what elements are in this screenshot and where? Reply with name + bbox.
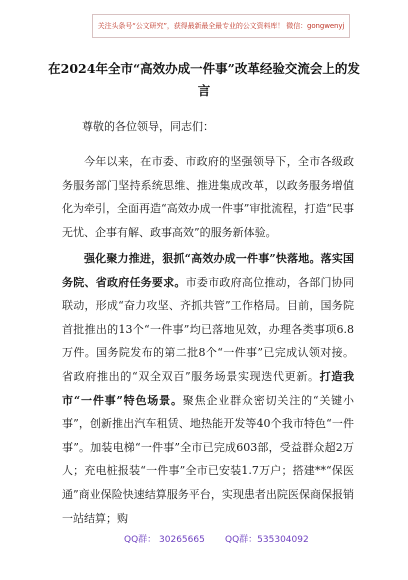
- paragraph-2: [62, 247, 354, 530]
- promo-banner-text: 关注头条号“公文研究”，获得最新最全最专业的公文资料库！ 微信：gongwenyj: [97, 22, 345, 30]
- footer-qq-group-2: QQ群：535304092: [225, 535, 309, 545]
- paragraph-2-text: 市委市政府高位推动，各部门协同联动，形成“奋力攻坚、齐抓共管”工作格局。目前，国务院首批推出的13个“一件事”均已落地见效，办理各类事项6.8万件。国务院发布的第二批8个“一件事”已完成认领对接。省政府推出的“双全双百”服务场景实现迭代更新。: [62, 275, 354, 383]
- paragraph-2-text-continued: 聚焦企业群众密切关注的“关键小事”，创新推出汽车租赁、地热能开发等40个我市特色“一件事”。加装电梯“一件事”全市已完成603部，受益群众超2万人；充电桩报装“一件事”全市已安装1.7万户；搭建**“保医通”商业保险快速结算服务平台，实现患者出院医保商保报销一站结算；购: [62, 393, 355, 525]
- footer-qq-group-1: QQ群： 30265665: [124, 535, 205, 545]
- salutation: 尊敬的各位领导，同志们：: [82, 120, 214, 133]
- paragraph-1: 今年以来，在市委、市政府的坚强领导下，全市各级政务服务部门坚持系统思维、推进集成改革，以政务服务增值化为牵引，全面再造“高效办成一件事”审批流程，打造“民事无忧、企事有解、政事高效”的服务新体验。: [62, 155, 354, 239]
- paragraph-2-bold-subhead: 打造我市“一件事”特色场景。: [62, 369, 354, 407]
- promo-banner: [92, 14, 350, 38]
- paragraph-2-bold-lead: 强化聚力推进，狠抓“高效办成一件事”快落地。落实国务院、省政府任务要求。: [62, 252, 354, 289]
- document-title: 在2024年全市“高效办成一件事”改革经验交流会上的发言: [48, 61, 360, 98]
